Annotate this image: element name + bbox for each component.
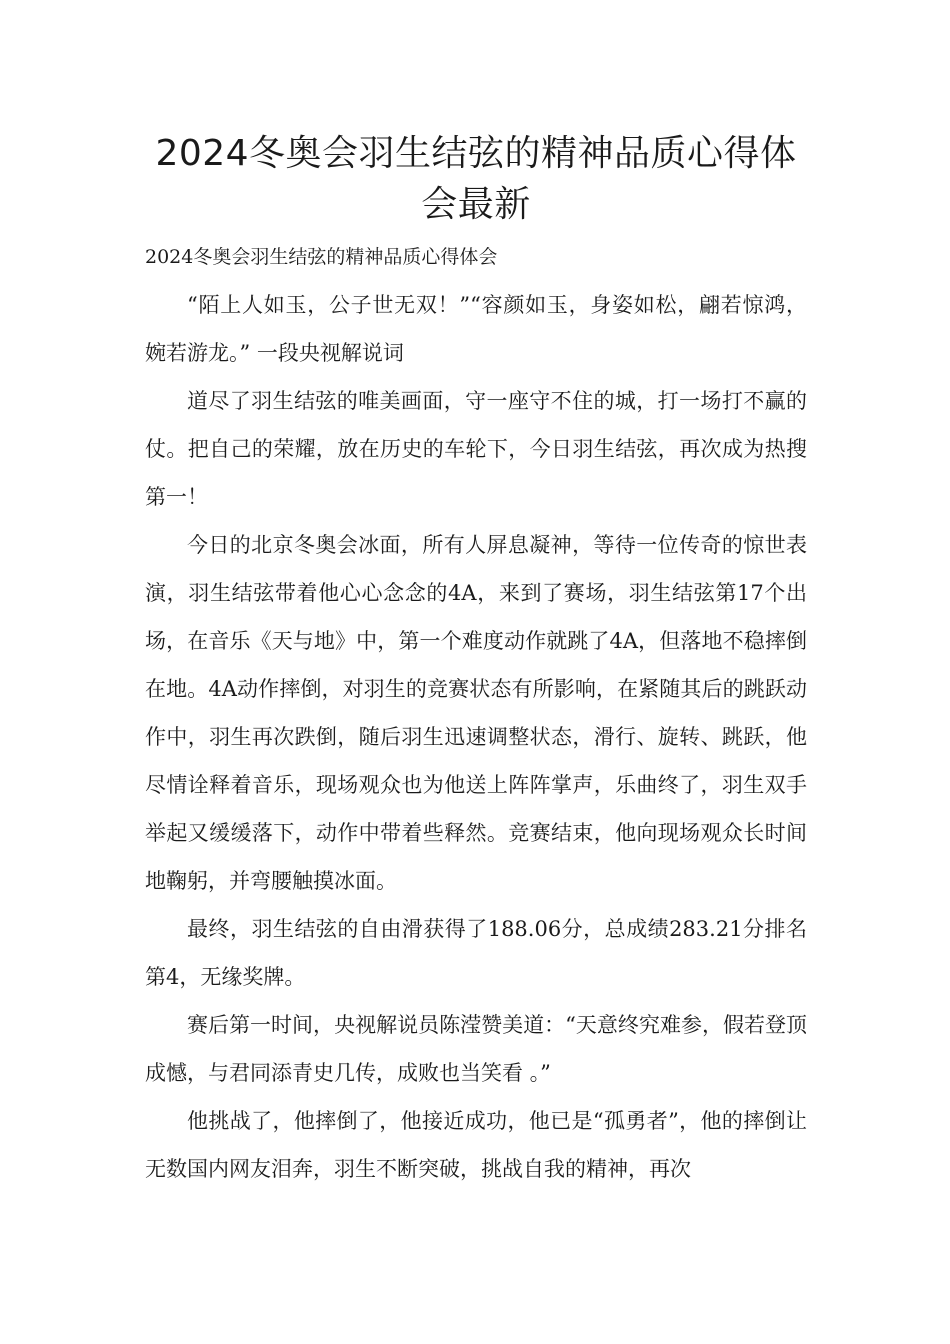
paragraph-5: 赛后第一时间，央视解说员陈滢赞美道：“天意终究难参，假若登顶成憾，与君同添青史几传，成败也当笑看 。” xyxy=(145,1013,807,1085)
document-page xyxy=(145,128,807,1193)
paragraph-6: 他挑战了，他摔倒了，他接近成功，他已是“孤勇者”，他的摔倒让无数国内网友泪奔，羽生不断突破，挑战自我的精神，再次 xyxy=(145,1109,807,1181)
document-title: 2024冬奥会羽生结弦的精神品质心得体会最新 xyxy=(155,133,797,225)
paragraph-2: 道尽了羽生结弦的唯美画面，守一座守不住的城，打一场打不赢的仗。把自己的荣耀，放在历史的车轮下，今日羽生结弦，再次成为热搜第一！ xyxy=(145,389,807,509)
paragraph-4: 最终，羽生结弦的自由滑获得了188.06分，总成绩283.21分排名第4，无缘奖牌。 xyxy=(145,917,807,989)
document-subtitle: 2024冬奥会羽生结弦的精神品质心得体会 xyxy=(145,246,498,268)
paragraph-3: 今日的北京冬奥会冰面，所有人屏息凝神，等待一位传奇的惊世表演，羽生结弦带着他心心念念的4A，来到了赛场，羽生结弦第17个出场，在音乐《天与地》中，第一个难度动作就跳了4A，但落地不稳摔倒在地。4A动作摔倒，对羽生的竞赛状态有所影响，在紧随其后的跳跃动作中，羽生再次跌倒，随后羽生迅速调整状态，滑行、旋转、跳跃，他尽情诠释着音乐，现场观众也为他送上阵阵掌声，乐曲终了，羽生双手举起又缓缓落下，动作中带着些释然。竞赛结束，他向现场观众长时间地鞠躬，并弯腰触摸冰面。 xyxy=(145,533,807,893)
paragraph-1: “陌上人如玉，公子世无双！”“容颜如玉，身姿如松，翩若惊鸿，婉若游龙。” 一段央视解说词 xyxy=(145,293,807,365)
